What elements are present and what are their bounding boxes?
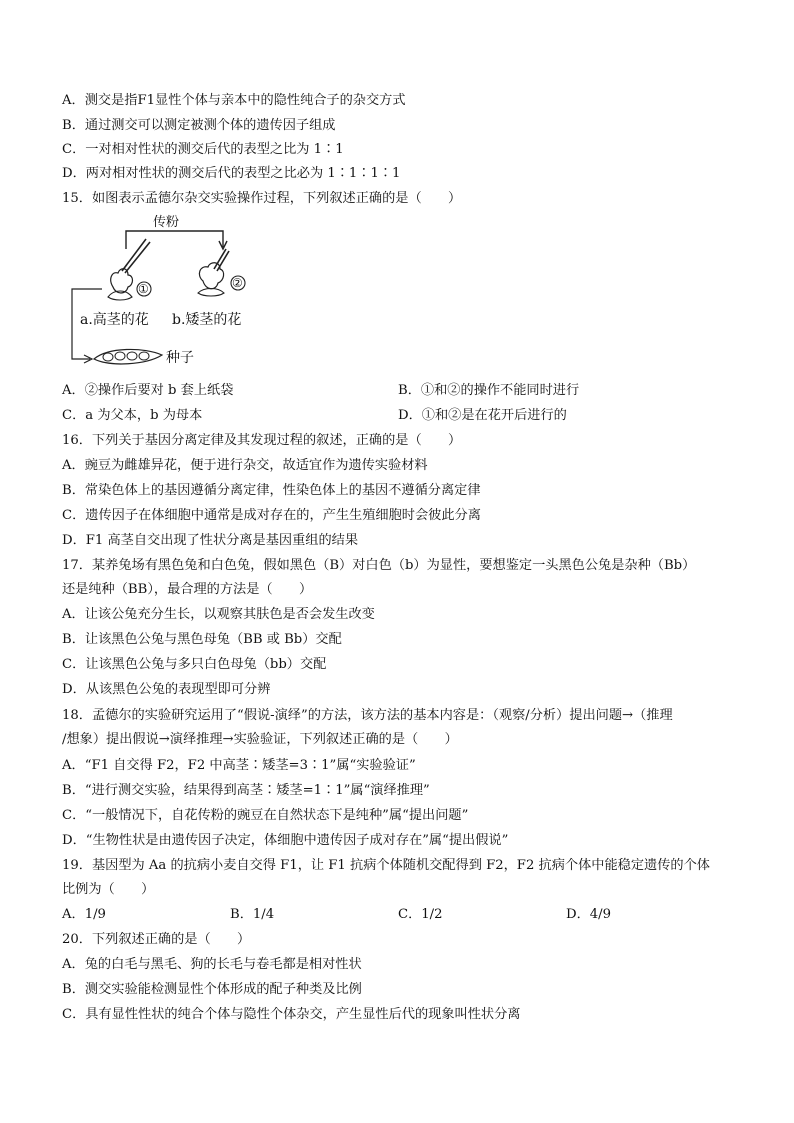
q19-stem-line1: 19．基因型为 Aa 的抗病小麦自交得 F1，让 F1 抗病个体随机交配得到 F2，F2 抗病个体中能稳定遗传的个体	[62, 858, 710, 873]
q15-option-b: B．①和②的操作不能同时进行	[398, 383, 580, 398]
q14-option-a: A．测交是指F1显性个体与亲本中的隐性纯合子的杂交方式	[62, 93, 406, 108]
q15-option-c: C．a 为父本，b 为母本	[62, 408, 203, 423]
q20-option-a: A．兔的白毛与黑毛、狗的长毛与卷毛都是相对性状	[62, 957, 362, 972]
q18-option-c: C．“一般情况下，自花传粉的豌豆在自然状态下是纯种”属“提出问题”	[62, 808, 469, 823]
q15-option-a: A．②操作后要对 b 套上纸袋	[62, 383, 234, 398]
pollination-label: 传粉	[153, 215, 180, 230]
q15-options-row2	[62, 407, 742, 425]
q20-option-b: B．测交实验能检测显性个体形成的配子种类及比例	[62, 982, 362, 997]
q17-option-c: C．让该黑色公兔与多只白色母兔（bb）交配	[62, 657, 327, 672]
q18-stem-line2: /想象）提出假说→演绎推理→实验验证，下列叙述正确的是（ ）	[62, 732, 458, 747]
operation-2-label: ②	[232, 276, 243, 290]
q18-option-d: D．“生物性状是由遗传因子决定，体细胞中遗传因子成对存在”属“提出假说”	[62, 833, 509, 848]
flower-b-icon	[198, 249, 229, 296]
seed-pod-icon	[94, 349, 162, 364]
q16-option-c: C．遗传因子在体细胞中通常是成对存在的，产生生殖细胞时会彼此分离	[62, 508, 481, 523]
q15-figure	[68, 209, 288, 371]
q18-option-b: B．“进行测交实验，结果得到高茎∶矮茎=1∶1”属“演绎推理”	[62, 783, 430, 798]
q19-option-a: A．1/9	[62, 907, 106, 922]
q20-stem: 20．下列叙述正确的是（ ）	[62, 932, 251, 947]
operation-1-label: ①	[138, 282, 149, 296]
q14-option-c: C．一对相对性状的测交后代的表型之比为 1∶1	[62, 142, 344, 157]
q19-stem-line2: 比例为（ ）	[62, 882, 155, 897]
q16-option-b: B．常染色体上的基因遵循分离定律，性染色体上的基因不遵循分离定律	[62, 483, 481, 498]
pollination-diagram	[68, 209, 288, 371]
q16-option-d: D．F1 高茎自交出现了性状分离是基因重组的结果	[62, 533, 359, 548]
q17-option-b: B．让该黑色公兔与黑色母兔（BB 或 Bb）交配	[62, 632, 342, 647]
q19-option-b: B．1/4	[230, 907, 275, 922]
q19-option-d: D．4/9	[566, 907, 611, 922]
q14-option-d: D．两对相对性状的测交后代的表型之比必为 1∶1∶1∶1	[62, 166, 401, 181]
q18-option-a: A．“F1 自交得 F2，F2 中高茎∶矮茎=3∶1”属“实验验证”	[62, 758, 416, 773]
q15-option-d: D．①和②是在花开后进行的	[398, 408, 567, 423]
q17-option-a: A．让该公兔充分生长，以观察其肤色是否会发生改变	[62, 607, 375, 622]
q16-option-a: A．豌豆为雌雄异花，便于进行杂交，故适宜作为遗传实验材料	[62, 458, 428, 473]
q15-options-row1	[62, 382, 742, 400]
flower-a-label: a.高茎的花	[80, 312, 149, 328]
q16-stem: 16．下列关于基因分离定律及其发现过程的叙述，正确的是（ ）	[62, 433, 462, 448]
q18-stem-line1: 18．孟德尔的实验研究运用了“假说-演绎”的方法，该方法的基本内容是：（观察/分析）提出问题→（推理	[62, 708, 673, 723]
q20-option-c: C．具有显性性状的纯合个体与隐性个体杂交，产生显性后代的现象叫性状分离	[62, 1007, 521, 1022]
q17-option-d: D．从该黑色公兔的表现型即可分辨	[62, 682, 271, 697]
q14-option-b: B．通过测交可以测定被测个体的遗传因子组成	[62, 118, 336, 133]
q19-options-row	[62, 906, 742, 924]
q17-stem-line2: 还是纯种（BB），最合理的方法是（ ）	[62, 582, 313, 597]
flower-b-label: b.矮茎的花	[172, 312, 242, 328]
q15-stem: 15．如图表示孟德尔杂交实验操作过程，下列叙述正确的是（ ）	[62, 191, 462, 206]
seed-label: 种子	[166, 350, 194, 366]
q19-option-c: C．1/2	[398, 907, 443, 922]
q17-stem-line1: 17．某养兔场有黑色兔和白色兔，假如黑色（B）对白色（b）为显性，要想鉴定一头黑色公兔是杂种（Bb）	[62, 558, 696, 573]
